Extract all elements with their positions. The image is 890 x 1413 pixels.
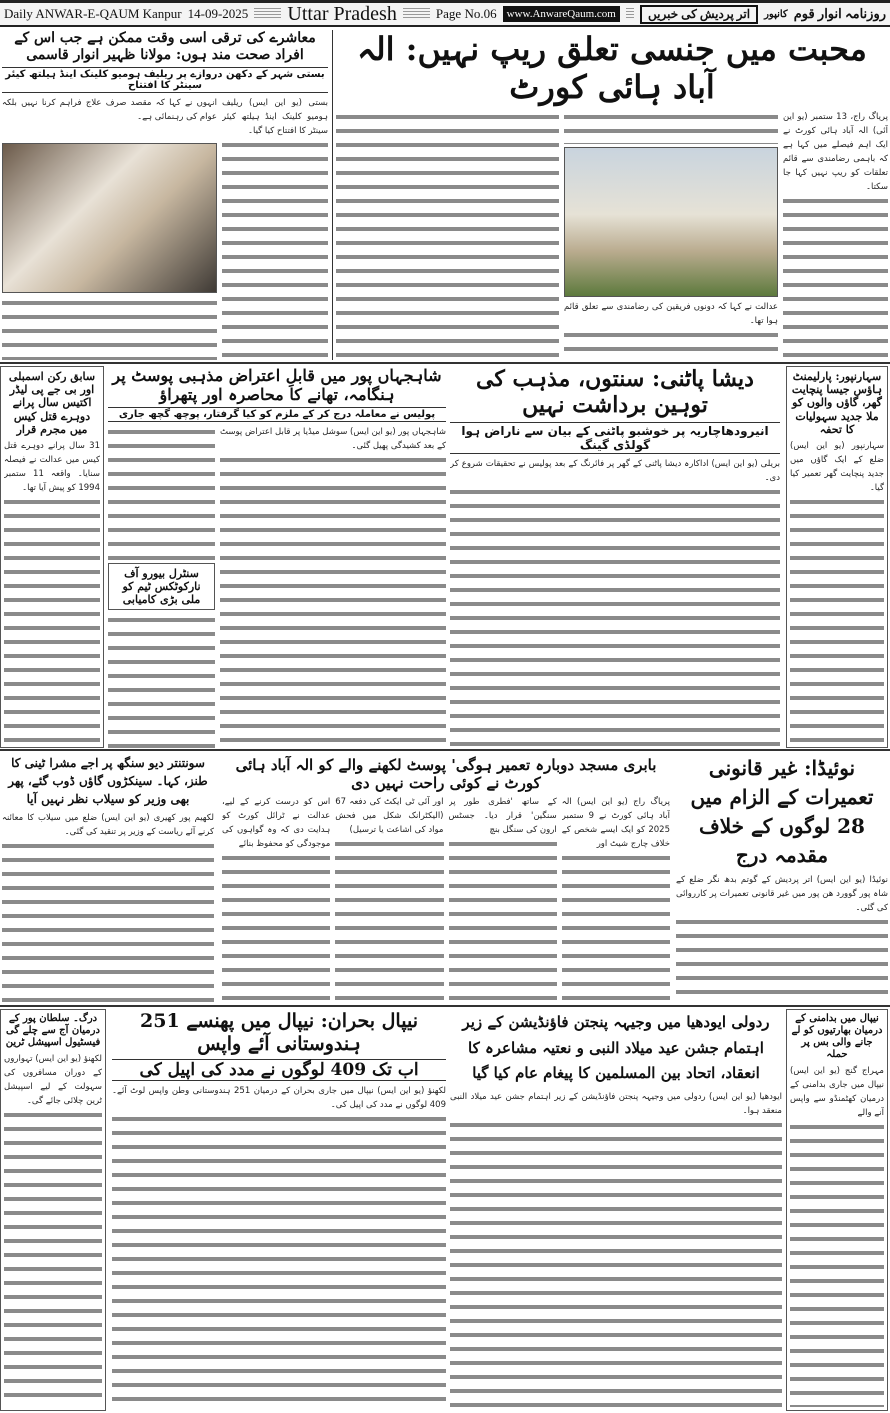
section-urdu: اتر پردیش کی خبریں (640, 5, 758, 24)
train-body (4, 1052, 102, 1407)
text-lines (336, 110, 559, 360)
saharanpur-body (790, 439, 884, 744)
babri-headline: بابری مسجد دوبارہ تعمیر ہوگی' پوسٹ لکھنے والے کو الہ آباد ہائی کورٹ نے کوئی راحت نہیں دی (235, 756, 657, 792)
noida-headline: نوئیڈا: غیر قانونی تعمیرات کے الزام میں 28 لوگوں کے خلاف مقدمہ درج (690, 756, 874, 867)
shahjahanpur-col (220, 425, 446, 748)
text-lines (108, 425, 215, 560)
text-lines (790, 1120, 884, 1407)
main-headline: محبت میں جنسی تعلق ریپ نہیں: الہ آباد ہائی کورٹ (357, 30, 867, 107)
main-story-col (336, 110, 559, 360)
text-lines (676, 915, 888, 1003)
left-body (222, 96, 328, 360)
flood-body (2, 811, 214, 1003)
body-text: لکھنؤ (یو این ایس) تہواروں کے دوران مسافروں کی سہولت کے لیے اسپیشل ٹرین چلائی جائے گی۔ (4, 1054, 102, 1106)
main-body (564, 110, 778, 144)
left-body-text: انہوں نے کہا کہ مقصد صرف علاج فراہم کرنا نہیں بلکہ عوام کی رہنمائی ہے۔ (2, 97, 217, 122)
main-story-col (783, 110, 888, 360)
mla-headline: سابق رکن اسمبلی اور بی جے پی لیڈر اکتیس سال پرانے دوہرے قتل کیس میں مجرم قرار (8, 370, 96, 436)
left-headline: معاشرے کی ترقی اسی وقت ممکن ہے جب اس کے افراد صحت مند ہوں: مولانا ظہیر انوار قاسمی (14, 30, 316, 63)
main-body-text: پریاگ راج، 13 ستمبر (یو این آئی) الہ آباد ہائی کورٹ نے ایک اہم فیصلے میں کہا ہے کہ باہمی رضامندی سے قائم تعلقات کو ریپ نہیں کہا جا سکتا۔ (783, 111, 888, 192)
clinic-photo (2, 143, 217, 293)
body-text: لکھنؤ (یو این ایس) نیپال میں جاری بحران کے درمیان 251 ہندوستانی وطن واپس لوٹ آئے۔ 409 لوگوں نے مدد کی اپیل کی۔ (112, 1085, 446, 1110)
main-body (336, 110, 559, 360)
shahjahanpur-col (108, 425, 215, 748)
disha-subheadline: انیرودھاچاریہ پر خوشبو پاٹنی کے بیان سے ناراض ہوا گولڈی گینگ (450, 422, 780, 454)
main-story (336, 30, 888, 360)
train-story (0, 1009, 106, 1411)
nepal-violence-story (786, 1009, 888, 1411)
text-lines (2, 839, 214, 1003)
text-lines (335, 837, 443, 1003)
disha-story (450, 366, 780, 748)
section-name: Uttar Pradesh (287, 2, 397, 25)
text-lines (564, 328, 778, 360)
court-photo (564, 147, 778, 297)
body-text: نوئیڈا (یو این ایس) اتر پردیش کے گوتم بدھ نگر ضلع کے شاہ پور گوورد ھن پور میں غیر قانونی تعمیرات پر کارروائی کی گئی۔ (676, 875, 888, 913)
rudauli-story (450, 1010, 782, 1410)
nepal-body (112, 1084, 446, 1410)
rudauli-body (450, 1090, 782, 1411)
babri-col (222, 795, 330, 1003)
babri-col (335, 795, 443, 1003)
main-body (783, 110, 888, 360)
nepal-subheadline: اب تک 409 لوگوں نے مدد کی اپیل کی (112, 1059, 446, 1081)
nepal-violence-body (790, 1064, 884, 1407)
rule-fill (254, 8, 281, 20)
masthead (0, 0, 890, 27)
logo: روزنامہ انوار قوم (793, 6, 886, 21)
nepal-violence-headline: نیپال میں بدامنی کے درمیان بھارتیوں کو لے جانے والی بس پر حملہ (791, 1013, 883, 1060)
shahjahanpur-headline: شاہجہاں پور میں قابلِ اعتراض مذہبی پوسٹ پر ہنگامہ، تھانے کا محاصرہ اور پتھراؤ (112, 366, 442, 405)
website-link[interactable]: www.AnwareQaum.com (503, 6, 620, 22)
left-subheadline: بستی شہر کے دکھن دروازے پر ریلیف ہومیو کلینک اینڈ ہیلتھ کیئر سینٹر کا افتتاح (2, 67, 328, 93)
divider (332, 30, 333, 360)
left-story-col (2, 96, 217, 360)
body-text: لکھیم پور کھیری (یو این ایس) ضلع میں سیلاب کا معائنہ کرنے آئے ریاست کے وزیر پر تنقید کی گئی۔ (2, 813, 214, 837)
text-lines (222, 138, 328, 360)
body-text: اس کو درست کرنے کے لیے، عدالت نے ٹرائل کورٹ کو ہدایت دی کہ وہ گواہوں کی موجودگی کو محفوظ بنائے (222, 797, 331, 849)
body-text: کے ساتھ 'فطری طور پر سنگین' قرار دیا۔ جسٹس ارون کی سنگل بنچ (448, 797, 557, 835)
shahjahanpur-subheadline: پولیس نے معاملہ درج کر کے ملزم کو کیا گرفتار، پوچھ گچھ جاری (108, 407, 446, 422)
body-text: شاہجہاں پور (یو این ایس) سوشل میڈیا پر قابل اعتراض پوسٹ کے بعد کشیدگی پھیل گئی۔ (220, 427, 446, 452)
shahjahanpur-body (108, 425, 215, 560)
left-body-text: بستی (یو این ایس) ریلیف ہومیو کلینک اینڈ ہیلتھ کیئر سینٹر کا افتتاح کیا گیا۔ (222, 97, 328, 136)
main-story-col (564, 110, 778, 360)
babri-col (449, 795, 557, 1003)
disha-body (450, 457, 780, 748)
divider (0, 362, 890, 364)
shahjahanpur-columns (108, 425, 446, 748)
shahjahanpur-body (108, 613, 215, 748)
body-text: سہارنپور (یو این ایس) ضلع کے ایک گاؤں میں جدید پنچایت گھر تعمیر کیا گیا۔ (790, 440, 884, 493)
noida-story (676, 754, 888, 1003)
city-urdu: کانپور (764, 8, 788, 20)
main-story-columns (336, 110, 888, 360)
shahjahanpur-body (220, 425, 446, 748)
noida-body (676, 873, 888, 1003)
text-lines (783, 194, 888, 360)
shahjahanpur-story (108, 366, 446, 748)
babri-story (222, 756, 670, 1003)
text-lines (450, 1118, 782, 1411)
rule-fill (403, 8, 430, 20)
babri-columns (222, 795, 670, 1003)
rule-fill (626, 8, 634, 20)
nepal-story (112, 1010, 446, 1410)
left-story-col (222, 96, 328, 360)
left-body (2, 296, 217, 360)
nepal-headline: نیپال بحران: نیپال میں پھنسے 251 ہندوستانی آئے واپس (140, 1010, 418, 1055)
babri-col (562, 795, 670, 1003)
flood-headline: سونتنتر دیو سنگھ پر اجے مشرا ٹینی کا طنز، کہا۔ سینکڑوں گاؤں ڈوب گئے، پھر بھی وزیر کو سیلاب نظر نہیں آیا (8, 756, 208, 806)
flood-story (2, 754, 214, 1003)
text-lines (562, 851, 670, 1003)
text-lines (220, 453, 446, 748)
text-lines (108, 613, 215, 748)
paper-name: Daily ANWAR-E-QAUM Kanpur (4, 6, 182, 21)
mla-story (0, 366, 104, 748)
divider (0, 1005, 890, 1007)
page-number: Page No.06 (435, 6, 497, 21)
text-lines (564, 110, 778, 144)
text-lines (112, 1112, 446, 1410)
saharanpur-headline: سہارنپور: پارلیمنٹ ہاؤس جیسا پنچایت گھر، گاؤں والوں کو ملا جدید سہولیات کا تحفہ (791, 370, 883, 436)
body-text: ایودھیا (یو این ایس) ردولی میں وجیہہ پنجتن فاؤنڈیشن کے زیر اہتمام جشن عید میلاد النبی منعقد ہوا۔ (450, 1091, 782, 1116)
text-lines (790, 495, 884, 744)
body-text: اور آئی ٹی ایکٹ کی دفعہ 67 (الیکٹرانک شکل میں فحش مواد کی اشاعت یا ترسیل) (335, 797, 444, 835)
left-story (2, 30, 328, 360)
body-text: 31 سال پرانے دوہرے قتل کیس میں عدالت نے فیصلہ سنایا۔ واقعہ 11 ستمبر 1994 کو پیش آیا تھا۔ (4, 440, 100, 493)
saharanpur-story (786, 366, 888, 748)
text-lines (222, 851, 330, 1003)
body-text: بریلی (یو این ایس) اداکارہ دیشا پاٹنی کے گھر پر فائرنگ کے بعد پولیس نے تحقیقات شروع کر دی۔ (450, 458, 780, 483)
text-lines (450, 485, 780, 748)
text-lines (449, 837, 557, 1003)
body-text: مہراج گنج (یو این ایس) نیپال میں جاری بدامنی کے درمیان کھٹمنڈو سے واپس آنے والے (790, 1066, 884, 1118)
main-body-text: عدالت نے کہا کہ دونوں فریقین کی رضامندی سے تعلق قائم ہوا تھا۔ (564, 301, 778, 326)
text-lines (4, 1108, 102, 1407)
left-body (2, 96, 217, 140)
main-body (564, 300, 778, 360)
text-lines (2, 296, 217, 360)
train-headline: درگ۔ سلطان پور کے درمیان آج سے چلے گی فیسٹیول اسپیشل ٹرین (5, 1013, 101, 1048)
date: 14-09-2025 (187, 6, 249, 21)
body-text: پریاگ راج (یو این ایس) الہ آباد ہائی کورٹ نے 9 ستمبر 2025 کو ایک ایسے شخص کے خلاف چارج شیٹ اور (561, 797, 670, 849)
left-story-columns (2, 96, 328, 360)
divider (0, 749, 890, 751)
narcotics-inset-headline: سنٹرل بیورو آف نارکوٹکس ٹیم کو ملی بڑی کامیابی (108, 563, 215, 611)
rudauli-headline: ردولی ایودھیا میں وجیہہ پنجتن فاؤنڈیشن کے زیر اہتمام جشن عید میلاد النبی و نعتیہ مشاعرہ کا انعقاد، اتحاد بین المسلمین کا پیغام عام کیا گیا (462, 1013, 770, 1082)
text-lines (4, 495, 100, 744)
mla-body (4, 439, 100, 744)
disha-headline: دیشا پاٹنی: سنتوں، مذہب کی توہین برداشت نہیں (476, 366, 754, 419)
